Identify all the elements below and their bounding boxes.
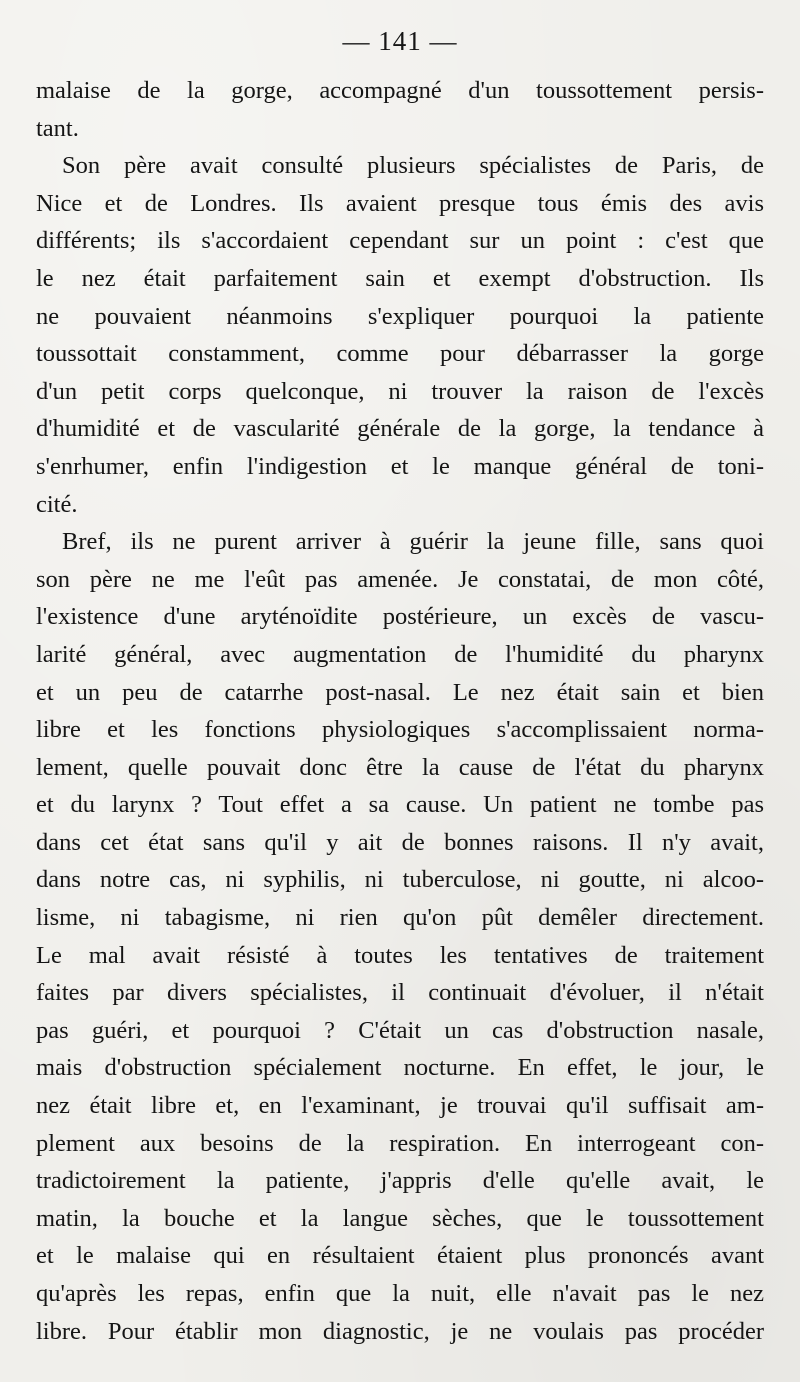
text-line: cité. [36,490,78,518]
text-line: qu'après les repas, enfin que la nuit, elle n'avait pas le nez [36,1280,764,1307]
text-line: l'existence d'une aryténoïdite postérieure, un excès de vascu- [36,603,764,631]
text-line: nez était libre et, en l'examinant, je trouvai qu'il suffisait am- [36,1092,764,1120]
text-line: tant. [36,114,79,142]
body-text [36,72,764,1350]
text-line: lement, quelle pouvait donc être la cause de l'état du pharynx [36,753,764,781]
text-line: Nice et de Londres. Ils avaient presque tous émis des avis [36,189,764,217]
text-line: et du larynx ? Tout effet a sa cause. Un patient ne tombe pas [36,791,764,819]
text-line: dans notre cas, ni syphilis, ni tuberculose, ni goutte, ni alcoo- [36,866,764,894]
text-line: plement aux besoins de la respiration. En interrogeant con- [36,1129,764,1157]
text-line: d'un petit corps quelconque, ni trouver la raison de l'excès [36,377,764,405]
text-line: Le mal avait résisté à toutes les tentatives de traitement [36,941,764,969]
text-line: Son père avait consulté plusieurs spécialistes de Paris, de [62,152,764,180]
text-line: ne pouvaient néanmoins s'expliquer pourquoi la patiente [36,302,764,330]
text-line: dans cet état sans qu'il y ait de bonnes raisons. Il n'y avait, [36,828,764,856]
text-line: différents; ils s'accordaient cependant sur un point : c'est que [36,227,764,255]
text-line: tradictoirement la patiente, j'appris d'elle qu'elle avait, le [36,1167,764,1195]
text-line: s'enrhumer, enfin l'indigestion et le manque général de toni- [36,452,764,480]
text-line: malaise de la gorge, accompagné d'un toussottement persis- [36,77,764,104]
text-line: libre et les fonctions physiologiques s'accomplissaient norma- [36,716,764,744]
text-line: matin, la bouche et la langue sèches, que le toussottement [36,1204,764,1232]
text-line: toussottait constamment, comme pour débarrasser la gorge [36,340,764,368]
text-line: son père ne me l'eût pas amenée. Je constatai, de mon côté, [36,565,764,593]
text-line: faites par divers spécialistes, il continuait d'évoluer, il n'était [36,979,764,1007]
text-line: lisme, ni tabagisme, ni rien qu'on pût demêler directement. [36,904,764,932]
text-line: le nez était parfaitement sain et exempt d'obstruction. Ils [36,264,764,292]
text-line: larité général, avec augmentation de l'humidité du pharynx [36,640,764,668]
text-line: et le malaise qui en résultaient étaient plus prononcés avant [36,1242,764,1270]
page-number: — 141 — [342,26,458,56]
text-line: pas guéri, et pourquoi ? C'était un cas d'obstruction nasale, [36,1016,764,1044]
text-line: d'humidité et de vascularité générale de la gorge, la tendance à [36,415,764,443]
text-line: et un peu de catarrhe post-nasal. Le nez était sain et bien [36,678,764,706]
text-line: Bref, ils ne purent arriver à guérir la jeune fille, sans quoi [62,528,764,556]
text-line: libre. Pour établir mon diagnostic, je ne voulais pas procéder [36,1317,764,1345]
text-line: mais d'obstruction spécialement nocturne. En effet, le jour, le [36,1054,764,1082]
